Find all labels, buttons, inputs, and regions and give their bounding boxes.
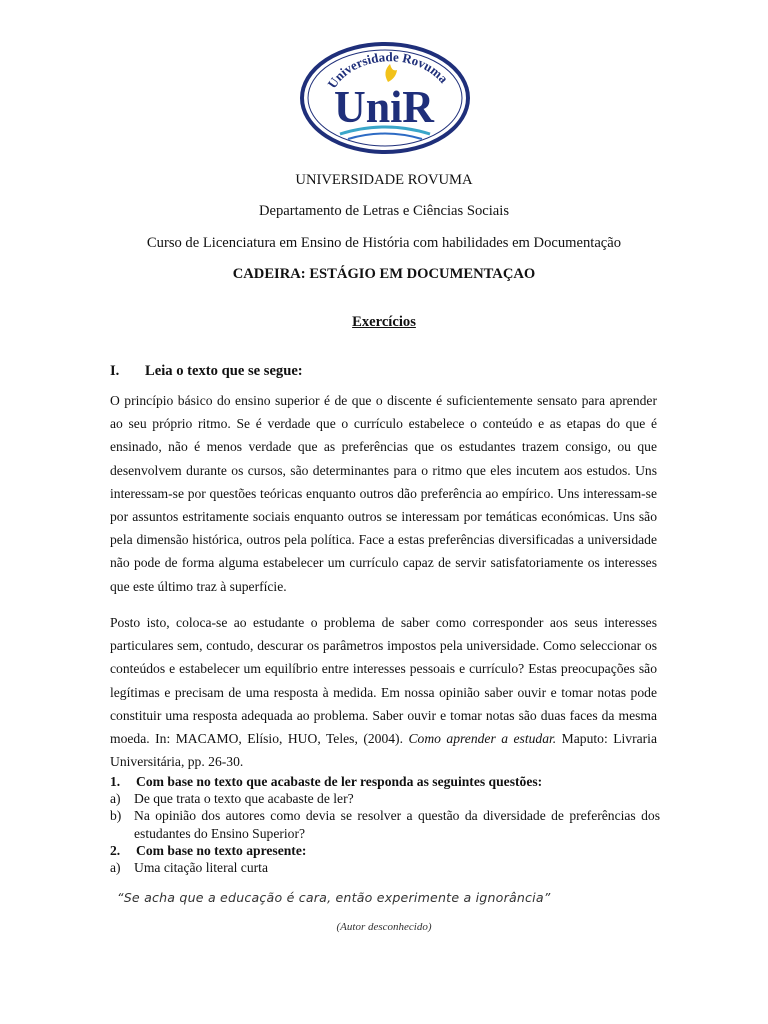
question-letter: a) (110, 791, 121, 807)
paragraph-2 (110, 611, 657, 773)
course-name: Curso de Licenciatura em Ensino de História com habilidades em Documentação (146, 235, 622, 251)
question-text: Na opinião dos autores como devia se resolver a questão da diversidade de preferências dos estudantes do Ensino Superior? (134, 808, 660, 841)
question-1b (110, 807, 660, 841)
paragraph-1: O princípio básico do ensino superior é de que o discente é suficientemente sensato para aprender ao seu próprio ritmo. Se é verdade que o currículo estabelece o conteúdo e as etapas do que é ensinado, não é menos verdade que as preferências que os estudantes trazem consigo, ou que desenvolvem durante os cursos, são determinantes para o ritmo que eles incutem aos estudos. Uns interessam-se por questões teóricas enquanto outros dão preferência ao empírico. Uns interessam-se por assuntos estritamente sociais enquanto outros se interessam por temáticas económicas. Uns são pela dimensão histórica, outros pela política. Face a estas preferências diversificadas a universidade não pode de forma alguma estabelecer um currículo capaz de servir satisfatoriamente os interesses que este último traz à superfície. (110, 393, 657, 594)
question-text: Uma citação literal curta (134, 860, 268, 876)
question-1 (110, 773, 660, 790)
section-heading-text: Leia o texto que se segue: (145, 363, 303, 379)
logo-arc-text: Universidade Rovuma (324, 49, 452, 91)
closing-quote: “Se acha que a educação é cara, então experimente a ignorância” (117, 890, 551, 905)
quote-author: (Autor desconhecido) (336, 921, 432, 933)
question-list (110, 773, 660, 876)
question-text: Com base no texto que acabaste de ler responda as seguintes questões: (136, 774, 543, 789)
question-2a (110, 859, 660, 876)
question-letter: b) (110, 808, 122, 824)
section-heading (110, 362, 303, 380)
book-title: Como aprender a estudar. (408, 731, 557, 747)
paragraph-2-main: Posto isto, coloca-se ao estudante o problema de saber como corresponder aos seus interesses particulares sem, contudo, descurar os parâmetros impostos pela universidade. Como seleccionar os conteúdos e estabelecer um equilíbrio entre interesses pessoais e currículo? Estas preocupações são legítimas e precisam de uma resposta à medida. Em nossa opinião saber ouvir e tomar notas pode constituir uma resposta adequada ao problema. Saber ouvir e tomar notas são duas faces da mesma moeda. In: MACAMO, Elísio, HUO, Teles, (2004). (110, 615, 657, 747)
department-name: Departamento de Letras e Ciências Sociais (258, 203, 510, 219)
subject-title: CADEIRA: ESTÁGIO EM DOCUMENTAÇAO (232, 266, 536, 282)
question-number: 2. (110, 842, 121, 858)
question-2 (110, 842, 660, 859)
university-logo-emblem (300, 42, 470, 154)
question-text: De que trata o texto que acabaste de ler? (134, 791, 354, 807)
question-text: Com base no texto apresente: (136, 842, 307, 858)
university-logo (300, 42, 470, 154)
university-name: UNIVERSIDADE ROVUMA (295, 172, 473, 188)
paragraph-2-citation: Maputo: Livraria Universitária, pp. 26-30. (110, 731, 657, 770)
question-letter: a) (110, 860, 121, 876)
logo-initials: UniR (334, 81, 435, 132)
page-title: Exercícios (352, 314, 416, 330)
question-number: 1. (110, 774, 121, 789)
question-1a (110, 790, 660, 807)
section-number: I. (110, 363, 120, 379)
